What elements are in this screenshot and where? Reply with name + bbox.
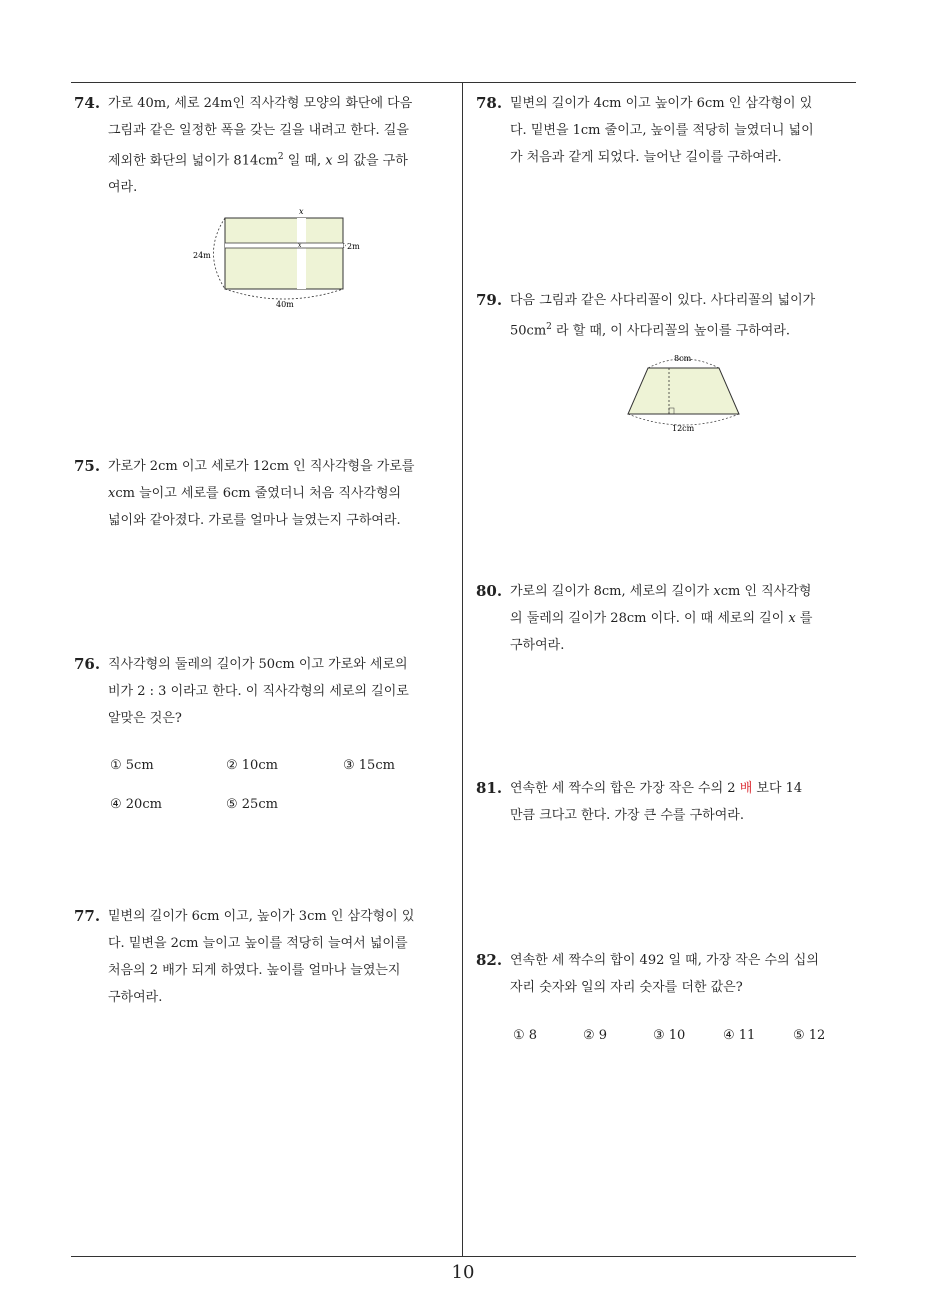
problem-79 xyxy=(476,287,862,344)
problem-number: 79. xyxy=(476,291,503,309)
problem-82 xyxy=(476,947,862,1001)
problem-text: 연속한 세 짝수의 합은 가장 작은 수의 2 배 보다 14 만큼 크다고 한다. 가장 큰 수를 구하여라. xyxy=(510,781,803,823)
left-24m-label: 24m xyxy=(193,251,211,260)
page-number: 10 xyxy=(451,1262,475,1283)
bottom-12cm-label: 12cm xyxy=(672,424,695,433)
highlight-word: 배 xyxy=(739,781,753,796)
vertical-path xyxy=(297,218,306,289)
trapezoid xyxy=(628,368,739,414)
choice-3[interactable]: ③ 10 xyxy=(653,1028,686,1043)
problem-number: 76. xyxy=(74,655,101,673)
problem-text: 연속한 세 짝수의 합이 492 일 때, 가장 작은 수의 십의 자리 숫자와 일의 자리 숫자를 더한 값은? xyxy=(510,953,819,995)
problem-number: 77. xyxy=(74,907,101,925)
problem-number: 81. xyxy=(476,779,503,797)
problem-number: 78. xyxy=(476,94,503,112)
problem-78 xyxy=(476,90,862,171)
problem-74 xyxy=(74,90,458,201)
flowerbed-figure xyxy=(190,205,380,315)
bottom-40m-label: 40m xyxy=(276,300,294,309)
problem-76 xyxy=(74,651,458,732)
trapezoid-figure xyxy=(620,350,750,435)
horizontal-path xyxy=(225,243,343,248)
header-rule xyxy=(71,82,856,83)
problem-80 xyxy=(476,578,862,659)
problem-text: 직사각형의 둘레의 길이가 50cm 이고 가로와 세로의 비가 2 : 3 이라고 한다. 이 직사각형의 세로의 길이로 알맞은 것은? xyxy=(108,657,409,726)
problem-text: 다음 그림과 같은 사다리꼴이 있다. 사다리꼴의 넓이가 $50cm^2$ 라 할 때, 이 사다리꼴의 높이를 구하여라. xyxy=(510,293,816,339)
choice-3[interactable]: ③ 15cm xyxy=(343,758,395,773)
choices-82 xyxy=(513,1028,853,1048)
mid-x-label: x xyxy=(298,242,302,249)
choice-2[interactable]: ② 9 xyxy=(583,1028,608,1043)
problem-75 xyxy=(74,453,458,534)
choice-1[interactable]: ① 8 xyxy=(513,1028,538,1043)
problem-77 xyxy=(74,903,458,1011)
problem-text: 가로 40m, 세로 24m인 직사각형 모양의 화단에 다음 그림과 같은 일정한 폭을 갖는 길을 내려고 한다. 길을 제외한 화단의 넓이가 $814cm^2$ 일 때, x 의 값을 구하 여라. xyxy=(108,96,413,196)
problem-text: 밑변의 길이가 6cm 이고, 높이가 3cm 인 삼각형이 있 다. 밑변을 2cm 늘이고 높이를 적당히 늘여서 넓이를 처음의 2 배가 되게 하였다. 높이를 얼마나 늘였는지 구하여라. xyxy=(108,909,415,1005)
problem-number: 75. xyxy=(74,457,101,475)
choice-5[interactable]: ⑤ 25cm xyxy=(226,797,278,812)
problem-number: 74. xyxy=(74,94,101,112)
top-8cm-label: 8cm xyxy=(674,354,692,363)
right-2m-label: 2m xyxy=(347,242,360,251)
column-divider xyxy=(462,82,463,1257)
problem-text: 밑변의 길이가 4cm 이고 높이가 6cm 인 삼각형이 있 다. 밑변을 1cm 줄이고, 높이를 적당히 늘였더니 넓이 가 처음과 같게 되었다. 늘어난 길이를 구하여라. xyxy=(510,96,814,165)
choice-4[interactable]: ④ 20cm xyxy=(110,797,162,812)
choice-4[interactable]: ④ 11 xyxy=(723,1028,756,1043)
choice-1[interactable]: ① 5cm xyxy=(110,758,154,773)
footer-rule xyxy=(71,1256,856,1257)
choices-76 xyxy=(110,758,450,818)
flowerbed-rect xyxy=(225,218,343,289)
choice-2[interactable]: ② 10cm xyxy=(226,758,278,773)
problem-text: 가로의 길이가 8cm, 세로의 길이가 xcm 인 직사각형 의 둘레의 길이가 28cm 이다. 이 때 세로의 길이 x 를 구하여라. xyxy=(510,584,813,653)
problem-81 xyxy=(476,775,862,829)
problem-number: 82. xyxy=(476,951,503,969)
top-x-label: x xyxy=(299,207,304,216)
problem-number: 80. xyxy=(476,582,503,600)
problem-text: 가로가 2cm 이고 세로가 12cm 인 직사각형을 가로를 xcm 늘이고 세로를 6cm 줄였더니 처음 직사각형의 넓이와 같아졌다. 가로를 얼마나 늘였는지 구하여라. xyxy=(108,459,415,528)
choice-5[interactable]: ⑤ 12 xyxy=(793,1028,826,1043)
